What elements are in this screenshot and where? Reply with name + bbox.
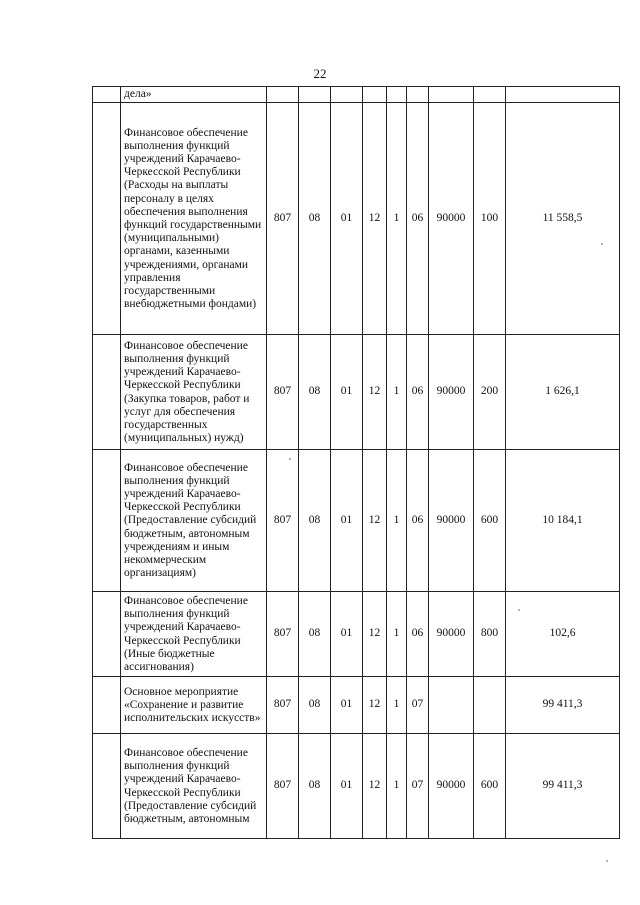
amount-cell: 102,6: [506, 592, 620, 677]
code-section-cell: 08: [299, 335, 331, 450]
code-expense-type-cell: 600: [474, 734, 506, 839]
code-admin-cell: 807: [267, 592, 299, 677]
code-event-cell: 07: [407, 677, 429, 734]
table-row: [93, 677, 620, 734]
code-subsection-cell: 01: [331, 592, 363, 677]
code-section-cell: 08: [299, 677, 331, 734]
code-admin-cell: 807: [267, 450, 299, 592]
code-program-cell: 12: [363, 734, 387, 839]
amount-cell: 10 184,1: [506, 450, 620, 592]
code-subsection-cell: 01: [331, 734, 363, 839]
code-direction-cell: [429, 87, 474, 103]
row-description: Финансовое обеспечение выполнения функций учреждений Карачаево-Черкесской Республики (Закупка товаров, работ и услуг для обеспечения государственных (муниципальных) нужд): [121, 335, 267, 450]
code-direction-cell: 90000: [429, 734, 474, 839]
code-event-cell: [407, 87, 429, 103]
code-program-cell: 12: [363, 103, 387, 335]
row-description: Финансовое обеспечение выполнения функций учреждений Карачаево-Черкесской Республики (Предоставление субсидий бюджетным, автономным учреждениям и иным некоммерческим организациям): [121, 450, 267, 592]
amount-cell: [506, 87, 620, 103]
code-direction-cell: 90000: [429, 103, 474, 335]
row-description: Финансовое обеспечение выполнения функций учреждений Карачаево-Черкесской Республики (Предоставление субсидий бюджетным, автономным: [121, 734, 267, 839]
code-subsection-cell: 01: [331, 103, 363, 335]
code-subsection-cell: [331, 87, 363, 103]
code-expense-type-cell: [474, 87, 506, 103]
code-subsection-cell: 01: [331, 335, 363, 450]
code-expense-type-cell: 200: [474, 335, 506, 450]
code-subprogram-cell: [387, 87, 407, 103]
row-description: Финансовое обеспечение выполнения функций учреждений Карачаево-Черкесской Республики (Иные бюджетные ассигнования): [121, 592, 267, 677]
code-program-cell: 12: [363, 592, 387, 677]
code-direction-cell: 90000: [429, 450, 474, 592]
code-admin-cell: [267, 87, 299, 103]
code-section-cell: 08: [299, 592, 331, 677]
row-description: Финансовое обеспечение выполнения функций учреждений Карачаево-Черкесской Республики (Расходы на выплаты персоналу в целях обеспечения выполнения функций государственными (муниципальными) органами, казенными учреждениями, органами управления государственными внебюджетными фондами): [121, 103, 267, 335]
code-program-cell: [363, 87, 387, 103]
amount-cell: 1 626,1: [506, 335, 620, 450]
table-row: [93, 87, 620, 103]
table-row: [93, 450, 620, 592]
scan-speck: [606, 860, 608, 862]
row-spacer-cell: [93, 335, 121, 450]
code-program-cell: 12: [363, 335, 387, 450]
code-subprogram-cell: 1: [387, 450, 407, 592]
amount-cell: 99 411,3: [506, 734, 620, 839]
row-spacer-cell: [93, 677, 121, 734]
table-row: [93, 335, 620, 450]
code-program-cell: 12: [363, 450, 387, 592]
code-admin-cell: 807: [267, 734, 299, 839]
code-expense-type-cell: 100: [474, 103, 506, 335]
code-admin-cell: 807: [267, 103, 299, 335]
row-description: дела»: [121, 87, 267, 103]
row-spacer-cell: [93, 734, 121, 839]
code-direction-cell: [429, 677, 474, 734]
table-row: [93, 734, 620, 839]
code-section-cell: [299, 87, 331, 103]
code-direction-cell: 90000: [429, 592, 474, 677]
code-expense-type-cell: 800: [474, 592, 506, 677]
code-subprogram-cell: 1: [387, 103, 407, 335]
scan-speck: [289, 458, 291, 460]
code-direction-cell: 90000: [429, 335, 474, 450]
code-event-cell: 06: [407, 335, 429, 450]
code-subprogram-cell: 1: [387, 734, 407, 839]
row-description: Основное мероприятие «Сохранение и развитие исполнительских искусств»: [121, 677, 267, 734]
table-row: [93, 103, 620, 335]
scan-speck: [518, 609, 520, 611]
code-admin-cell: 807: [267, 335, 299, 450]
code-subprogram-cell: 1: [387, 677, 407, 734]
code-section-cell: 08: [299, 103, 331, 335]
code-event-cell: 06: [407, 592, 429, 677]
code-program-cell: 12: [363, 677, 387, 734]
code-admin-cell: 807: [267, 677, 299, 734]
row-spacer-cell: [93, 87, 121, 103]
code-section-cell: 08: [299, 734, 331, 839]
budget-table: [92, 86, 620, 839]
amount-cell: 11 558,5: [506, 103, 620, 335]
code-event-cell: 06: [407, 103, 429, 335]
amount-cell: 99 411,3: [506, 677, 620, 734]
table-row: [93, 592, 620, 677]
row-spacer-cell: [93, 450, 121, 592]
row-spacer-cell: [93, 103, 121, 335]
code-expense-type-cell: [474, 677, 506, 734]
code-subprogram-cell: 1: [387, 335, 407, 450]
code-event-cell: 06: [407, 450, 429, 592]
code-event-cell: 07: [407, 734, 429, 839]
row-spacer-cell: [93, 592, 121, 677]
code-subsection-cell: 01: [331, 450, 363, 592]
scan-speck: [601, 243, 603, 245]
code-subprogram-cell: 1: [387, 592, 407, 677]
code-expense-type-cell: 600: [474, 450, 506, 592]
page-number: 22: [313, 66, 327, 81]
code-subsection-cell: 01: [331, 677, 363, 734]
code-section-cell: 08: [299, 450, 331, 592]
